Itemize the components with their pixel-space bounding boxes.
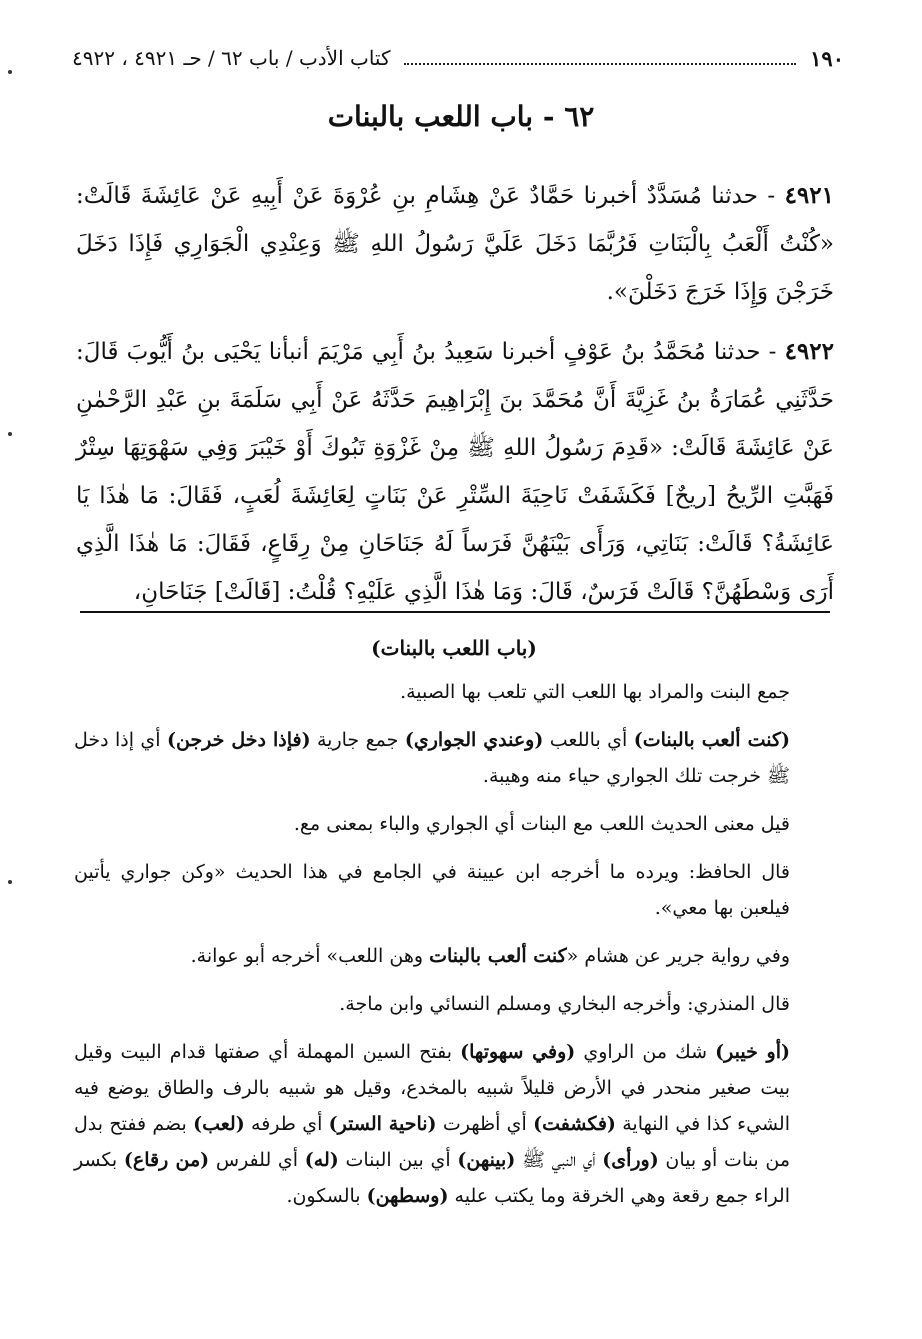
commentary (74, 630, 834, 1226)
hadith-number: ٤٩٢١ (784, 182, 834, 209)
page-header (72, 40, 844, 76)
scan-speck (8, 432, 12, 436)
header-dotted-leader (404, 51, 796, 65)
chapter-title: ٦٢ - باب اللعب بالبنات (327, 100, 595, 133)
commentary-heading: (باب اللعب بالبنات) (371, 636, 537, 660)
hadith-4922 (76, 328, 834, 616)
commentary-paragraph: قال المنذري: وأخرجه البخاري ومسلم النسائي وابن ماجة. (339, 993, 790, 1015)
running-title: كتاب الأدب / باب ٦٢ / حـ ٤٩٢١ ، ٤٩٢٢ (72, 46, 391, 70)
commentary-paragraph: وفي رواية جرير عن هشام «كنت ألعب بالبنات وهن اللعب» أخرجه أبو عوانة. (190, 945, 790, 967)
hadith-number: ٤٩٢٢ (784, 338, 834, 365)
commentary-paragraph: (كنت ألعب بالبنات) أي باللعب (وعندي الجواري) جمع جارية (فإذا دخل خرجن) أي إذا دخل ﷺ خرجت تلك الجواري حياء منه وهيبة. (74, 729, 790, 787)
hadith-text: - حدثنا مُسَدَّدٌ أخبرنا حَمَّادٌ عَنْ هِشَامِ بنِ عُرْوَةَ عَنْ أَبِيهِ عَنْ عَائِشَةَ قَالَتْ: «كُنْتُ أَلْعَبُ بِالْبَنَاتِ فَرُبَّمَا دَخَلَ عَلَيَّ رَسُولُ اللهِ ﷺ وَعِنْدِي الْجَوَارِي فَإِذَا دَخَلَ خَرَجْنَ وَإِذَا خَرَجَ دَخَلْنَ». (76, 183, 834, 305)
hadith-4921 (76, 172, 834, 316)
scan-speck (8, 70, 12, 74)
commentary-paragraph: قال الحافظ: ويرده ما أخرجه ابن عيينة في الجامع في هذا الحديث «وكن جواري يأتين فيلعبن بها معي». (74, 861, 790, 919)
commentary-paragraph: جمع البنت والمراد بها اللعب التي تلعب بها الصبية. (400, 681, 790, 703)
footnote-separator (80, 611, 830, 613)
commentary-paragraph: قيل معنى الحديث اللعب مع البنات أي الجواري والباء بمعنى مع. (293, 813, 790, 835)
page-number: ١٩٠ (810, 45, 844, 71)
commentary-paragraph: (أو خيبر) شك من الراوي (وفي سهوتها) بفتح السين المهملة أي صفتها قدام البيت وقيل بيت صغير منحدر في الأرض قليلاً شبيه بالمخدع، وقيل هو شبيه بالرف والطاق يوضع فيه الشيء كذا في النهاية (فكشفت) أي أظهرت (ناحية الستر) أي طرفه (لعب) بضم ففتح بدل من بنات أو بيان (ورأى) أي النبي ﷺ (بينهن) أي بين البنات (له) أي للفرس (من رقاع) بكسر الراء جمع رقعة وهي الخرقة وما يكتب عليه (وسطهن) بالسكون. (74, 1041, 790, 1207)
hadith-text: - حدثنا مُحَمَّدُ بنُ عَوْفٍ أخبرنا سَعِيدُ بنُ أَبِي مَرْيَمَ أنبأنا يَحْيَى بنُ أَيُّوبَ قَالَ: حَدَّثَنِي عُمَارَةُ بنُ غَزِيَّةَ أَنَّ مُحَمَّدَ بنَ إِبْرَاهِيمَ حَدَّثَهُ عَنْ أَبِي سَلَمَةَ بنِ عَبْدِ الرَّحْمٰنِ عَنْ عَائِشَةَ قَالَتْ: «قَدِمَ رَسُولُ اللهِ ﷺ مِنْ غَزْوَةِ تَبُوكَ أَوْ خَيْبَرَ وَفِي سَهْوَتِهَا سِتْرٌ فَهَبَّتِ الرِّيحُ [ريحٌ] فَكَشَفَتْ نَاحِيَةَ السِّتْرِ عَنْ بَنَاتٍ لِعَائِشَةَ لُعَبٍ، فَقَالَ: مَا هٰذَا يَا عَائِشَةُ؟ قَالَتْ: بَنَاتِي، وَرَأَى بَيْنَهُنَّ فَرَساً لَهُ جَنَاحَانِ مِنْ رِقَاعٍ، فَقَالَ: مَا هٰذَا الَّذِي أَرَى وَسْطَهُنَّ؟ قَالَتْ فَرَسٌ، قَالَ: وَمَا هٰذَا الَّذِي عَلَيْهِ؟ قُلْتُ: [قَالَتْ] جَنَاحَانِ، (76, 339, 834, 605)
scan-speck (8, 880, 12, 884)
